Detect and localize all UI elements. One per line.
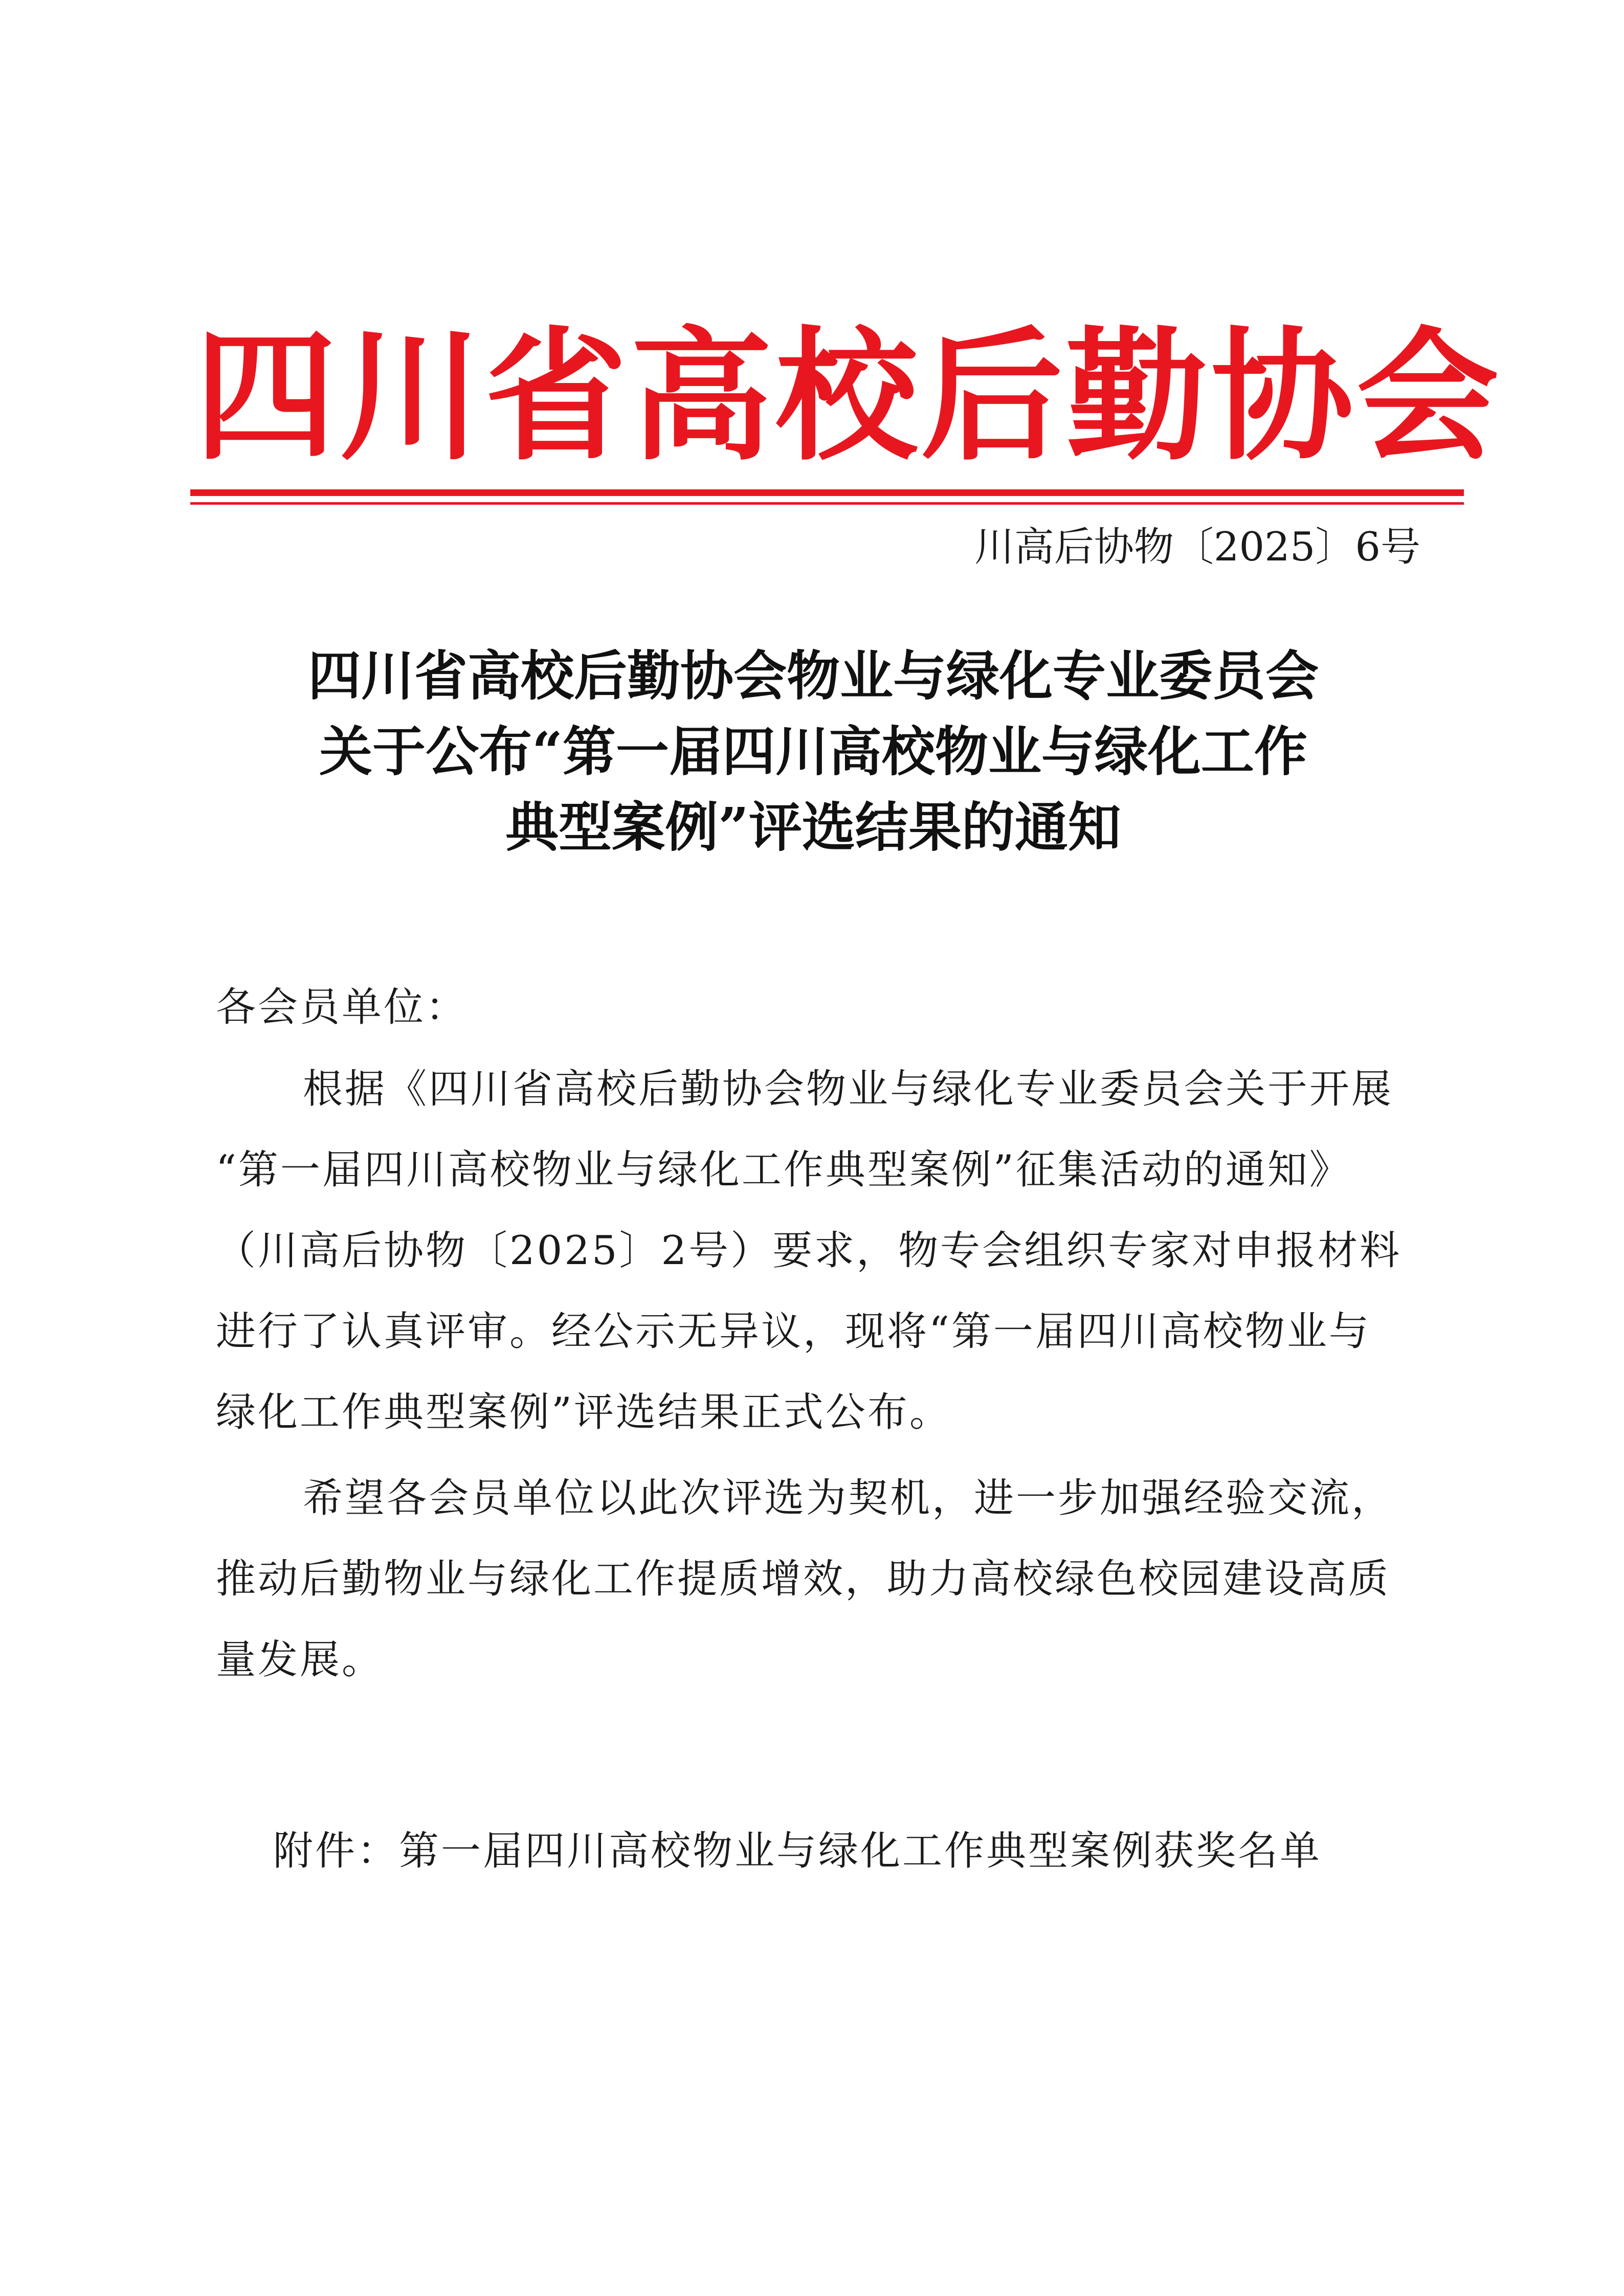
- salutation: 各会员单位：: [216, 984, 468, 1030]
- paragraph-1-line: 绿化工作典型案例”评选结果正式公布。: [216, 1389, 951, 1435]
- document-number: 川高后协物〔2025〕6号: [974, 524, 1420, 570]
- paragraph-1-line: “第一届四川高校物业与绿化工作典型案例”征集活动的通知》: [216, 1147, 1351, 1193]
- paragraph-2-line: 希望各会员单位以此次评选为契机，进一步加强经验交流，: [303, 1475, 1394, 1521]
- notice-title-line: 关于公布“第一届四川高校物业与绿化工作: [319, 720, 1307, 783]
- paragraph-2-line: 量发展。: [216, 1637, 384, 1683]
- organization-header: 四川省高校后勤协会: [194, 312, 1502, 480]
- paragraph-1-line: 进行了认真评审。经公示无异议，现将“第一届四川高校物业与: [216, 1309, 1371, 1355]
- paragraph-1-line: 根据《四川省高校后勤协会物业与绿化专业委员会关于开展: [303, 1066, 1394, 1112]
- notice-title-line: 四川省高校后勤协会物业与绿化专业委员会: [307, 644, 1319, 707]
- paragraph-2-line: 推动后勤物业与绿化工作提质增效，助力高校绿色校园建设高质: [216, 1556, 1391, 1602]
- paragraph-1-line: （川高后协物〔2025〕2号）要求，物专会组织专家对申报材料: [216, 1228, 1402, 1274]
- notice-title: [164, 638, 1463, 865]
- attachment-line: 附件：第一届四川高校物业与绿化工作典型案例获奖名单: [273, 1828, 1322, 1874]
- notice-title-line: 典型案例”评选结果的通知: [505, 796, 1121, 859]
- red-divider-thick: [190, 489, 1464, 496]
- red-divider-thin: [190, 502, 1464, 505]
